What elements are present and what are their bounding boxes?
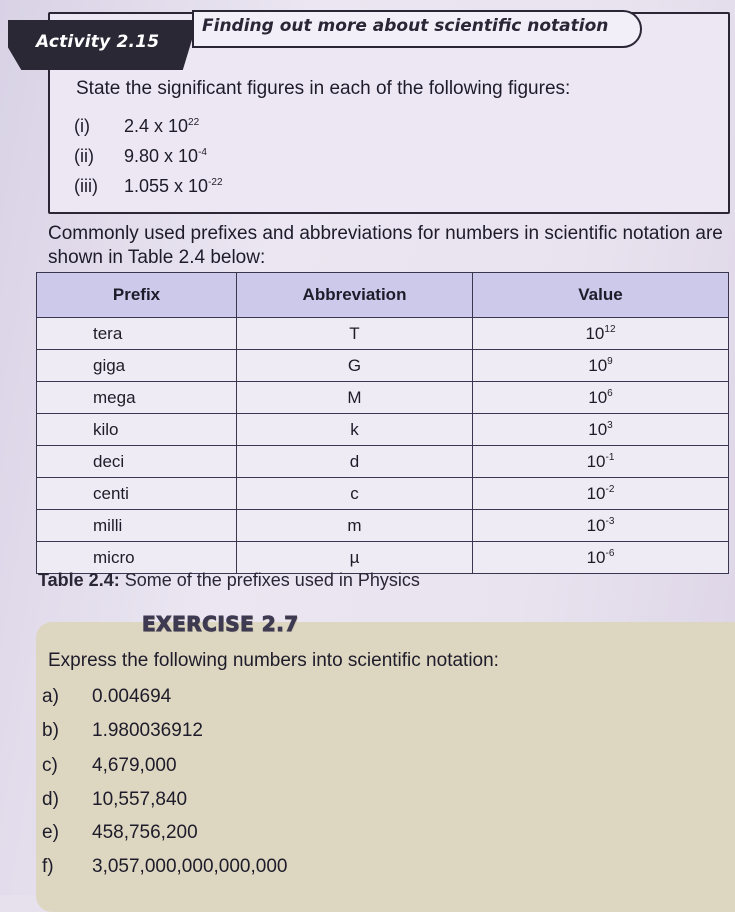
cell-prefix: milli [37,510,237,542]
intro-text: Commonly used prefixes and abbreviations for numbers in scientific notation are shown in Table 2.4 below: [48,223,723,268]
cell-abbreviation: T [237,318,473,350]
activity-title: Finding out more about scientific notation [202,16,609,36]
value-exponent: 6 [607,387,613,399]
value-exponent: -1 [605,451,615,463]
header-abbreviation: Abbreviation [237,273,473,318]
cell-prefix: deci [37,446,237,478]
cell-prefix: tera [37,318,237,350]
table-caption [38,570,420,591]
table-row [37,318,729,350]
exercise-title: EXERCISE 2.7 [142,612,299,636]
activity-item-number: (iii) [74,176,98,196]
activity-item-base: 9.80 x 10 [124,146,199,166]
cell-value [473,542,729,574]
activity-item-number: (ii) [74,146,94,166]
cell-abbreviation: m [237,510,473,542]
cell-value [473,318,729,350]
cell-abbreviation: c [237,478,473,510]
activity-item-number: (i) [74,116,90,136]
value-exponent: 12 [604,323,616,335]
exercise-item-value: 1.980036912 [92,720,203,741]
cell-value [473,478,729,510]
exercise-item-letter: b) [42,720,59,741]
value-base: 10 [585,323,605,343]
value-exponent: -6 [605,547,615,559]
cell-prefix: micro [37,542,237,574]
activity-item [74,176,223,197]
value-exponent: -3 [605,515,615,527]
table-caption-text: Some of the prefixes used in Physics [124,570,420,590]
value-exponent: -2 [605,483,615,495]
activity-item [74,146,207,167]
exercise-item [42,720,203,742]
exercise-item [42,822,198,844]
exercise-prompt: Express the following numbers into scientific notation: [48,650,499,671]
exercise-item-letter: d) [42,789,59,810]
value-base: 10 [586,483,606,503]
table-row [37,478,729,510]
table-row [37,446,729,478]
exercise-item-letter: c) [42,755,58,776]
table-row [37,542,729,574]
exercise-item-letter: f) [42,856,54,877]
cell-prefix: giga [37,350,237,382]
table-caption-label: Table 2.4: [38,570,120,590]
value-base: 10 [588,355,608,375]
table-row [37,382,729,414]
exercise-item-value: 4,679,000 [92,755,177,776]
value-base: 10 [588,419,608,439]
table-row [37,414,729,446]
cell-value [473,446,729,478]
value-exponent: 3 [607,419,613,431]
exercise-item-value: 458,756,200 [92,822,198,843]
cell-prefix: centi [37,478,237,510]
cell-value [473,414,729,446]
cell-abbreviation: k [237,414,473,446]
cell-abbreviation: G [237,350,473,382]
cell-value [473,510,729,542]
table-row [37,350,729,382]
value-base: 10 [588,387,608,407]
cell-prefix: mega [37,382,237,414]
value-base: 10 [586,547,606,567]
activity-item-base: 1.055 x 10 [124,176,209,196]
activity-item [74,116,199,137]
value-base: 10 [586,451,606,471]
exercise-item-letter: e) [42,822,59,843]
exercise-item [42,755,177,777]
exercise-item [42,789,187,811]
prefix-table [36,272,729,574]
exercise-item-value: 10,557,840 [92,789,188,810]
activity-label: Activity 2.15 [36,32,160,52]
cell-value [473,382,729,414]
cell-value [473,350,729,382]
value-base: 10 [586,515,606,535]
header-value: Value [473,273,729,318]
exercise-item-letter: a) [42,686,59,707]
table-header-row [37,273,729,318]
activity-item-base: 2.4 x 10 [124,116,189,136]
cell-abbreviation: d [237,446,473,478]
cell-abbreviation: M [237,382,473,414]
header-prefix: Prefix [37,273,237,318]
value-exponent: 9 [607,355,613,367]
exercise-item [42,686,171,708]
cell-prefix: kilo [37,414,237,446]
exercise-item-value: 3,057,000,000,000,000 [92,856,288,877]
exercise-item-value: 0.004694 [92,686,172,707]
exercise-item [42,856,287,878]
table-row [37,510,729,542]
activity-item-exponent: -22 [208,177,223,188]
activity-item-exponent: -4 [198,147,207,158]
activity-item-exponent: 22 [188,117,200,128]
cell-abbreviation: µ [237,542,473,574]
activity-prompt: State the significant figures in each of the following figures: [76,78,571,99]
